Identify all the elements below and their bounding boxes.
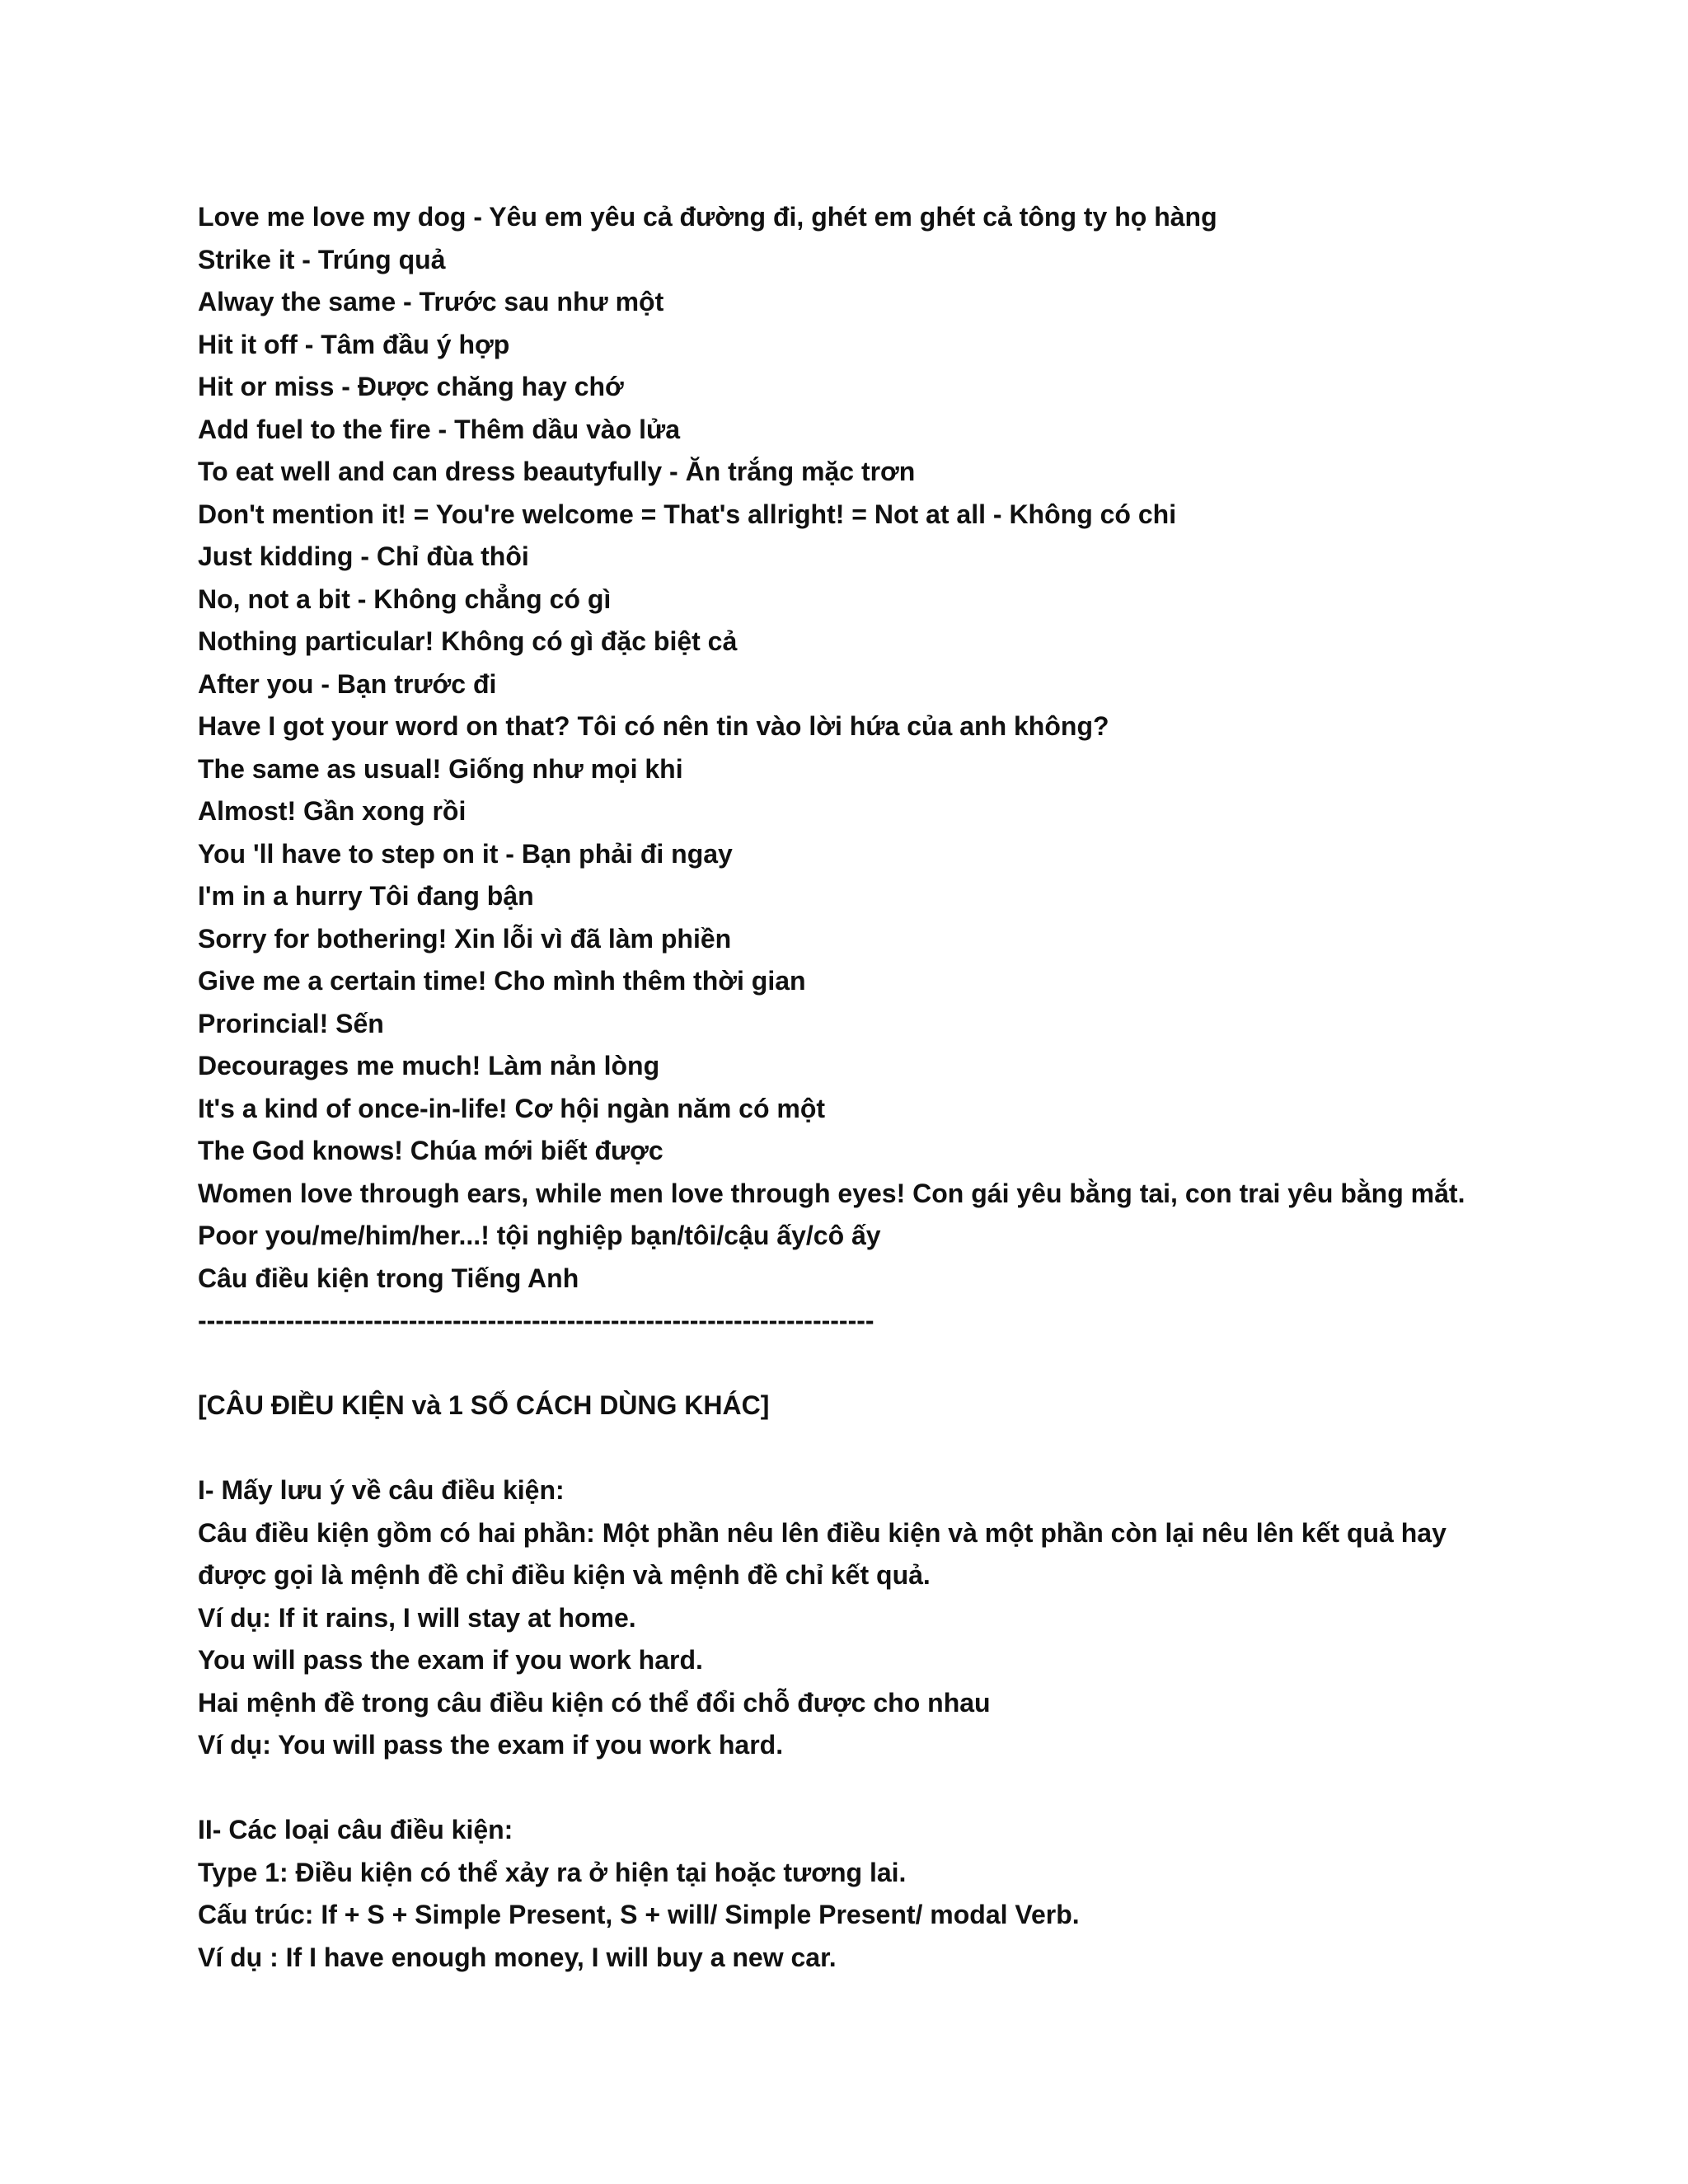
phrase-line: Sorry for bothering! Xin lỗi vì đã làm phiền [198, 923, 732, 954]
separator-line: ----------------------------------------------------------------------------- [198, 1305, 874, 1335]
phrase-line: After you - Bạn trước đi [198, 668, 497, 699]
section-types [198, 1809, 1484, 1979]
phrase-line: Prorincial! Sến [198, 1008, 384, 1038]
phrase-line: Hit or miss - Được chăng hay chớ [198, 372, 624, 401]
phrase-line: The same as usual! Giống như mọi khi [198, 753, 683, 784]
phrase-line: Decourages me much! Làm nản lòng [198, 1051, 660, 1080]
body-line: Ví dụ : If I have enough money, I will buy a new car. [198, 1942, 837, 1972]
section-title: I- Mấy lưu ý về câu điều kiện: [198, 1475, 565, 1505]
blank-line [198, 1427, 1484, 1470]
phrase-line: The God knows! Chúa mới biết được [198, 1136, 663, 1165]
section-notes [198, 1469, 1484, 1767]
phrase-line: Hit it off - Tâm đầu ý hợp [198, 329, 510, 359]
section-title: II- Các loại câu điều kiện: [198, 1815, 513, 1844]
phrase-line: Strike it - Trúng quả [198, 244, 446, 274]
blank-line [198, 1767, 1484, 1810]
phrase-line: Alway the same - Trước sau như một [198, 287, 664, 316]
phrase-line: Don't mention it! = You're welcome = That's allright! = Not at all - Không có chi [198, 499, 1177, 529]
phrase-line: It's a kind of once-in-life! Cơ hội ngàn năm có một [198, 1093, 826, 1123]
phrase-line: Give me a certain time! Cho mình thêm thời gian [198, 966, 806, 996]
phrase-line: Just kidding - Chỉ đùa thôi [198, 541, 529, 571]
phrase-line: You 'll have to step on it - Bạn phải đi ngay [198, 838, 733, 869]
phrase-line: No, not a bit - Không chẳng có gì [198, 583, 612, 614]
phrase-line: Nothing particular! Không có gì đặc biệt cả [198, 626, 738, 656]
body-line: Cấu trúc: If + S + Simple Present, S + will/ Simple Present/ modal Verb. [198, 1900, 1080, 1929]
phrase-list [198, 196, 1484, 1300]
phrase-line: Câu điều kiện trong Tiếng Anh [198, 1263, 579, 1293]
body-line: You will pass the exam if you work hard. [198, 1645, 703, 1675]
section-heading: [CÂU ĐIỀU KIỆN và 1 SỐ CÁCH DÙNG KHÁC] [198, 1390, 770, 1420]
body-line: Ví dụ: You will pass the exam if you work hard. [198, 1730, 784, 1760]
body-line: Hai mệnh đề trong câu điều kiện có thể đổi chỗ được cho nhau [198, 1687, 991, 1718]
phrase-line: Almost! Gần xong rồi [198, 796, 467, 826]
phrase-line: Add fuel to the fire - Thêm dầu vào lửa [198, 414, 680, 444]
body-line: được gọi là mệnh đề chỉ điều kiện và mệnh đề chỉ kết quả. [198, 1560, 931, 1590]
body-line: Type 1: Điều kiện có thể xảy ra ở hiện tại hoặc tương lai. [198, 1857, 907, 1887]
phrase-line: Love me love my dog - Yêu em yêu cả đường đi, ghét em ghét cả tông ty họ hàng [198, 202, 1217, 232]
phrase-line: To eat well and can dress beautyfully - Ăn trắng mặc trơn [198, 457, 916, 486]
blank-line [198, 1343, 1484, 1385]
phrase-line: Women love through ears, while men love through eyes! Con gái yêu bằng tai, con trai yêu bằng mắt. [198, 1178, 1465, 1208]
document-body [198, 196, 1484, 1979]
body-line: Câu điều kiện gồm có hai phần: Một phần nêu lên điều kiện và một phần còn lại nêu lên kết quả hay [198, 1517, 1447, 1548]
phrase-line: I'm in a hurry Tôi đang bận [198, 881, 534, 911]
phrase-line: Poor you/me/him/her...! tội nghiệp bạn/tôi/cậu ấy/cô ấy [198, 1221, 881, 1250]
phrase-line: Have I got your word on that? Tôi có nên tin vào lời hứa của anh không? [198, 711, 1109, 741]
body-line: Ví dụ: If it rains, I will stay at home. [198, 1602, 636, 1633]
